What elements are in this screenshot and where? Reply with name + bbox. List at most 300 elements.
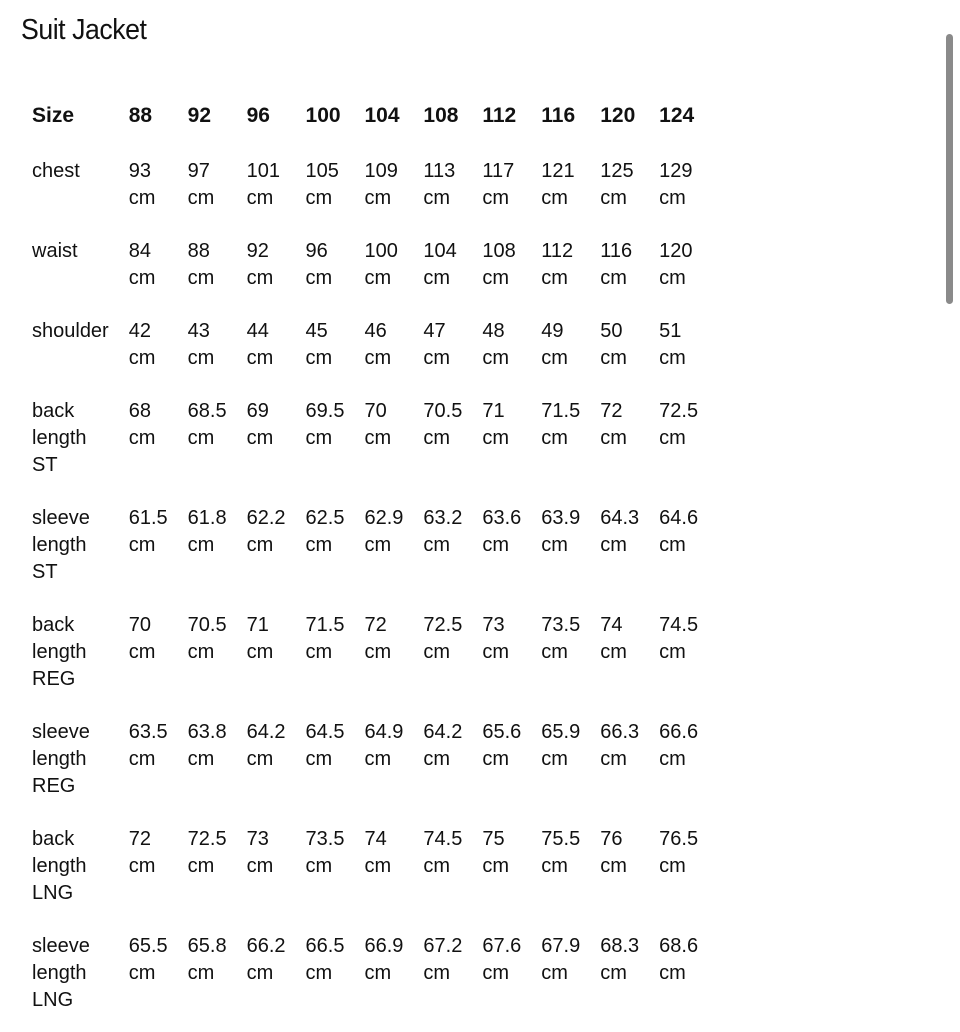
cell-value: 69.5 (305, 400, 345, 422)
cell-value: 72.5 (659, 400, 699, 422)
cell-value: 62.2 (246, 507, 286, 529)
table-cell (178, 150, 237, 230)
cell-value: 61.5 (128, 507, 168, 529)
cell-unit: cm (659, 962, 686, 984)
table-cell (531, 818, 590, 925)
cell-value: 44 (246, 320, 269, 342)
cell-value: 70.5 (187, 614, 227, 636)
table-row (22, 310, 708, 390)
cell-unit: cm (423, 187, 451, 209)
table-header-row (22, 98, 708, 150)
cell-value: 96 (305, 240, 328, 262)
cell-value: 64.2 (246, 721, 286, 743)
cell-value: 70 (128, 614, 151, 636)
cell-value: 62.9 (364, 507, 404, 529)
cell-unit: cm (600, 427, 627, 449)
table-cell (296, 310, 355, 390)
table-cell (178, 230, 237, 310)
page-title: Suit Jacket (21, 14, 147, 46)
table-cell (531, 390, 590, 497)
row-label-part: REG (32, 668, 76, 690)
table-cell (237, 310, 296, 390)
table-row (22, 150, 708, 230)
cell-value: 72 (128, 828, 151, 850)
table-cell (590, 310, 649, 390)
cell-unit: cm (246, 641, 274, 663)
cell-value: 72.5 (187, 828, 227, 850)
row-label-part: REG (32, 775, 76, 797)
cell-unit: cm (423, 748, 451, 770)
cell-value: 73 (482, 614, 505, 636)
cell-unit: cm (187, 534, 215, 556)
cell-value: 71 (246, 614, 269, 636)
cell-value: 63.5 (128, 721, 168, 743)
cell-unit: cm (187, 347, 215, 369)
row-label-part: length (32, 748, 87, 770)
cell-unit: cm (482, 347, 510, 369)
cell-unit: cm (600, 855, 627, 877)
cell-value: 73.5 (305, 828, 345, 850)
cell-unit: cm (423, 855, 451, 877)
cell-value: 49 (541, 320, 564, 342)
cell-unit: cm (541, 748, 568, 770)
cell-unit: cm (305, 267, 333, 289)
table-cell (472, 604, 531, 711)
table-cell (413, 711, 472, 818)
table-cell (296, 230, 355, 310)
cell-unit: cm (659, 347, 686, 369)
row-label (22, 818, 119, 925)
table-cell (237, 711, 296, 818)
header-size-92: 92 (187, 104, 212, 127)
table-cell (178, 497, 237, 604)
cell-value: 72 (600, 400, 623, 422)
row-label-part: back (32, 400, 75, 422)
cell-value: 120 (659, 240, 693, 262)
cell-value: 74 (364, 828, 387, 850)
cell-unit: cm (128, 748, 156, 770)
table-cell (472, 925, 531, 1032)
row-label-part: length (32, 641, 87, 663)
row-label-part: chest (32, 160, 80, 182)
table-cell (472, 818, 531, 925)
table-cell (413, 230, 472, 310)
table-cell (119, 310, 178, 390)
table-cell (649, 150, 708, 230)
cell-unit: cm (305, 347, 333, 369)
cell-value: 66.6 (659, 721, 699, 743)
cell-unit: cm (541, 534, 568, 556)
table-cell (354, 818, 413, 925)
table-cell (590, 604, 649, 711)
table-cell (413, 925, 472, 1032)
table-cell (237, 604, 296, 711)
cell-unit: cm (128, 962, 156, 984)
cell-value: 64.2 (423, 721, 463, 743)
cell-unit: cm (541, 962, 568, 984)
cell-unit: cm (187, 187, 215, 209)
cell-value: 121 (541, 160, 575, 182)
table-cell (531, 150, 590, 230)
cell-unit: cm (423, 347, 451, 369)
cell-value: 113 (423, 160, 456, 182)
cell-unit: cm (423, 962, 451, 984)
cell-unit: cm (482, 748, 510, 770)
cell-value: 65.9 (541, 721, 581, 743)
table-row (22, 497, 708, 604)
table-cell (472, 150, 531, 230)
cell-value: 74.5 (659, 614, 699, 636)
cell-unit: cm (600, 748, 627, 770)
cell-value: 68 (128, 400, 151, 422)
cell-value: 129 (659, 160, 693, 182)
table-cell (531, 497, 590, 604)
table-cell (237, 818, 296, 925)
cell-value: 67.9 (541, 935, 581, 957)
cell-unit: cm (541, 347, 568, 369)
cell-unit: cm (482, 267, 510, 289)
cell-value: 125 (600, 160, 634, 182)
table-cell (413, 818, 472, 925)
table-cell (119, 230, 178, 310)
cell-unit: cm (659, 641, 686, 663)
cell-unit: cm (364, 267, 392, 289)
cell-unit: cm (659, 748, 686, 770)
cell-unit: cm (187, 267, 215, 289)
cell-unit: cm (187, 427, 215, 449)
cell-value: 65.6 (482, 721, 522, 743)
table-cell (649, 310, 708, 390)
row-label-part: back (32, 614, 75, 636)
row-label-part: ST (32, 454, 58, 476)
cell-unit: cm (541, 267, 568, 289)
table-cell (531, 230, 590, 310)
cell-value: 112 (541, 240, 574, 262)
row-label-part: waist (32, 240, 78, 262)
row-label-part: LNG (32, 882, 74, 904)
cell-value: 66.5 (305, 935, 345, 957)
cell-value: 63.6 (482, 507, 522, 529)
table-cell (354, 604, 413, 711)
row-label-part: ST (32, 561, 58, 583)
cell-value: 66.3 (600, 721, 640, 743)
table-cell (237, 925, 296, 1032)
header-size-100: 100 (305, 104, 341, 127)
row-label-part: length (32, 427, 87, 449)
header-size-96: 96 (246, 104, 270, 127)
row-label (22, 925, 119, 1032)
table-cell (296, 497, 355, 604)
cell-unit: cm (128, 267, 156, 289)
cell-value: 47 (423, 320, 446, 342)
cell-unit: cm (659, 534, 686, 556)
header-size-120: 120 (600, 104, 636, 127)
header-size-124: 124 (659, 104, 695, 127)
table-row (22, 818, 708, 925)
cell-unit: cm (187, 962, 215, 984)
row-label (22, 604, 119, 711)
cell-unit: cm (482, 855, 510, 877)
table-cell (178, 711, 237, 818)
cell-unit: cm (364, 748, 392, 770)
cell-unit: cm (423, 641, 451, 663)
table-row (22, 230, 708, 310)
cell-value: 43 (187, 320, 210, 342)
table-cell (178, 925, 237, 1032)
table-row (22, 925, 708, 1032)
cell-value: 42 (128, 320, 151, 342)
cell-value: 67.2 (423, 935, 463, 957)
table-cell (472, 310, 531, 390)
scrollbar-thumb[interactable] (946, 34, 953, 304)
header-size-label: Size (32, 104, 75, 127)
table-row (22, 711, 708, 818)
table-cell (296, 925, 355, 1032)
cell-unit: cm (305, 187, 333, 209)
table-cell (237, 150, 296, 230)
cell-unit: cm (128, 641, 156, 663)
table-cell (590, 230, 649, 310)
cell-value: 76 (600, 828, 623, 850)
row-label-part: shoulder (32, 320, 109, 342)
cell-unit: cm (482, 534, 510, 556)
cell-value: 70 (364, 400, 387, 422)
cell-value: 108 (482, 240, 516, 262)
cell-value: 105 (305, 160, 339, 182)
cell-value: 109 (364, 160, 398, 182)
cell-value: 67.6 (482, 935, 522, 957)
table-cell (119, 604, 178, 711)
cell-value: 72 (364, 614, 387, 636)
table-cell (178, 390, 237, 497)
cell-value: 66.2 (246, 935, 286, 957)
table-cell (354, 925, 413, 1032)
table-cell (649, 497, 708, 604)
cell-value: 75.5 (541, 828, 581, 850)
table-cell (649, 818, 708, 925)
row-label-part: length (32, 962, 87, 984)
cell-unit: cm (659, 427, 686, 449)
row-label-part: LNG (32, 989, 74, 1011)
table-cell (472, 711, 531, 818)
cell-unit: cm (305, 427, 333, 449)
cell-unit: cm (364, 427, 392, 449)
cell-unit: cm (482, 962, 510, 984)
cell-value: 73 (246, 828, 269, 850)
table-cell (296, 711, 355, 818)
cell-unit: cm (541, 187, 568, 209)
row-label-part: sleeve (32, 721, 90, 743)
cell-unit: cm (659, 187, 686, 209)
cell-unit: cm (541, 427, 568, 449)
table-cell (590, 818, 649, 925)
cell-unit: cm (423, 534, 451, 556)
header-size-108: 108 (423, 104, 459, 127)
table-cell (590, 711, 649, 818)
cell-unit: cm (305, 962, 333, 984)
table-cell (590, 150, 649, 230)
cell-unit: cm (482, 427, 510, 449)
cell-unit: cm (246, 427, 274, 449)
table-cell (296, 390, 355, 497)
header-size-88: 88 (128, 104, 153, 127)
cell-value: 84 (128, 240, 151, 262)
table-cell (119, 497, 178, 604)
table-cell (178, 818, 237, 925)
table-cell (178, 310, 237, 390)
table-cell (296, 150, 355, 230)
table-cell (531, 310, 590, 390)
table-cell (413, 497, 472, 604)
row-label (22, 310, 119, 390)
cell-unit: cm (246, 267, 274, 289)
cell-value: 70.5 (423, 400, 463, 422)
cell-unit: cm (246, 962, 274, 984)
cell-value: 45 (305, 320, 328, 342)
table-cell (119, 150, 178, 230)
cell-unit: cm (364, 187, 392, 209)
cell-unit: cm (423, 267, 451, 289)
cell-unit: cm (246, 187, 274, 209)
cell-value: 69 (246, 400, 269, 422)
table-cell (649, 390, 708, 497)
cell-unit: cm (600, 962, 627, 984)
cell-unit: cm (541, 641, 568, 663)
table-cell (590, 925, 649, 1032)
table-cell (590, 390, 649, 497)
row-label-part: length (32, 534, 87, 556)
cell-unit: cm (364, 855, 392, 877)
table-cell (237, 497, 296, 604)
cell-value: 88 (187, 240, 210, 262)
row-label-part: sleeve (32, 935, 90, 957)
table-cell (590, 497, 649, 604)
cell-unit: cm (541, 855, 568, 877)
table-cell (472, 390, 531, 497)
row-label-part: back (32, 828, 75, 850)
cell-unit: cm (187, 855, 215, 877)
cell-value: 100 (364, 240, 398, 262)
table-cell (413, 390, 472, 497)
cell-unit: cm (187, 748, 215, 770)
header-size-116: 116 (541, 104, 576, 127)
table-cell (354, 497, 413, 604)
row-label (22, 497, 119, 604)
cell-value: 116 (600, 240, 633, 262)
cell-value: 101 (246, 160, 280, 182)
table-cell (531, 711, 590, 818)
table-cell (472, 497, 531, 604)
cell-unit: cm (305, 534, 333, 556)
cell-value: 65.8 (187, 935, 227, 957)
cell-value: 74 (600, 614, 623, 636)
cell-value: 61.8 (187, 507, 227, 529)
table-cell (237, 230, 296, 310)
cell-value: 62.5 (305, 507, 345, 529)
table-cell (178, 604, 237, 711)
cell-value: 104 (423, 240, 457, 262)
cell-unit: cm (305, 641, 333, 663)
row-label (22, 711, 119, 818)
cell-value: 97 (187, 160, 210, 182)
cell-unit: cm (305, 748, 333, 770)
table-cell (472, 230, 531, 310)
cell-value: 71.5 (541, 400, 581, 422)
cell-value: 74.5 (423, 828, 463, 850)
cell-value: 46 (364, 320, 387, 342)
cell-value: 63.9 (541, 507, 581, 529)
cell-unit: cm (482, 641, 510, 663)
cell-unit: cm (305, 855, 333, 877)
table-cell (354, 150, 413, 230)
table-cell (531, 604, 590, 711)
cell-unit: cm (128, 855, 156, 877)
cell-value: 64.5 (305, 721, 345, 743)
cell-unit: cm (128, 534, 156, 556)
cell-unit: cm (364, 347, 392, 369)
table-cell (296, 818, 355, 925)
cell-unit: cm (246, 534, 274, 556)
cell-unit: cm (364, 962, 392, 984)
cell-unit: cm (600, 267, 627, 289)
cell-value: 75 (482, 828, 505, 850)
cell-value: 64.9 (364, 721, 404, 743)
cell-value: 117 (482, 160, 515, 182)
cell-unit: cm (364, 641, 392, 663)
cell-unit: cm (364, 534, 392, 556)
table-cell (354, 310, 413, 390)
cell-value: 71.5 (305, 614, 345, 636)
cell-unit: cm (659, 267, 686, 289)
cell-value: 92 (246, 240, 269, 262)
cell-unit: cm (600, 641, 627, 663)
table-cell (354, 390, 413, 497)
table-row (22, 390, 708, 497)
cell-value: 48 (482, 320, 505, 342)
header-size-112: 112 (482, 104, 517, 127)
cell-value: 93 (128, 160, 151, 182)
cell-value: 64.3 (600, 507, 640, 529)
cell-value: 68.5 (187, 400, 227, 422)
cell-value: 73.5 (541, 614, 581, 636)
table-cell (119, 925, 178, 1032)
cell-unit: cm (246, 855, 274, 877)
table-cell (237, 390, 296, 497)
cell-value: 72.5 (423, 614, 463, 636)
table-cell (119, 818, 178, 925)
cell-unit: cm (659, 855, 686, 877)
table-cell (413, 604, 472, 711)
row-label (22, 150, 119, 230)
cell-unit: cm (600, 347, 627, 369)
table-cell (413, 310, 472, 390)
table-cell (119, 390, 178, 497)
cell-value: 51 (659, 320, 682, 342)
row-label-part: length (32, 855, 87, 877)
table-cell (413, 150, 472, 230)
cell-value: 65.5 (128, 935, 168, 957)
cell-unit: cm (128, 427, 156, 449)
cell-value: 66.9 (364, 935, 404, 957)
cell-unit: cm (600, 187, 627, 209)
cell-value: 63.2 (423, 507, 463, 529)
cell-value: 68.6 (659, 935, 699, 957)
cell-value: 71 (482, 400, 505, 422)
table-cell (354, 230, 413, 310)
cell-unit: cm (246, 748, 274, 770)
table-row (22, 604, 708, 711)
table-body (22, 150, 708, 1032)
